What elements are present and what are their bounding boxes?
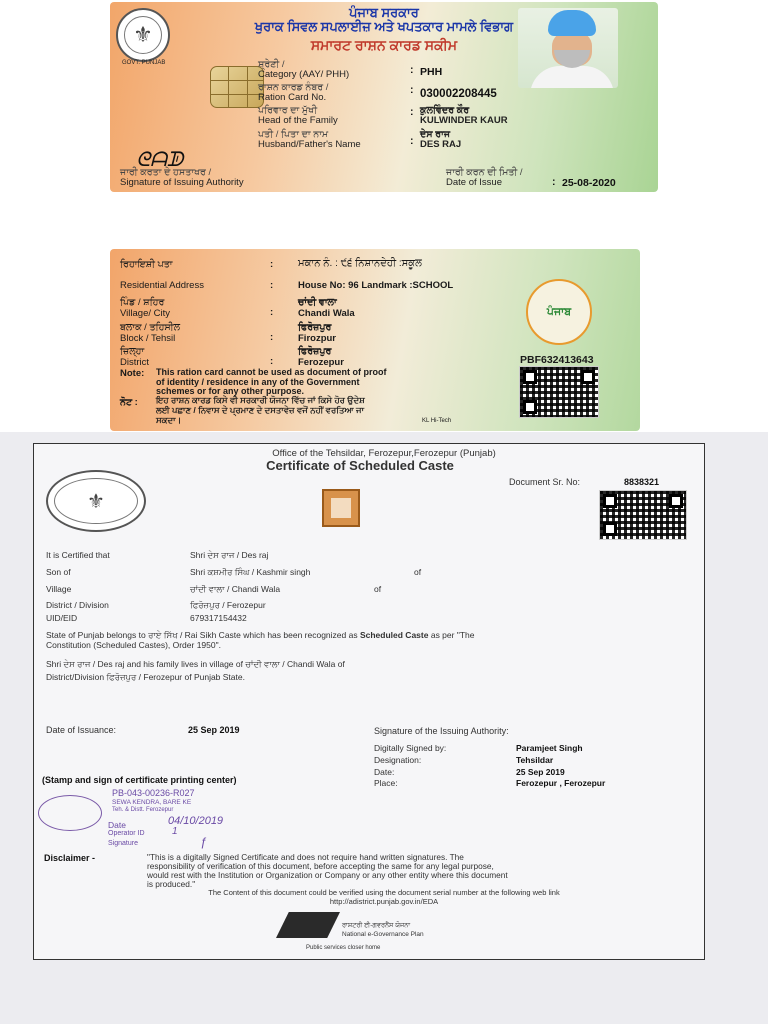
- designation-label: Designation:: [374, 755, 422, 765]
- signed-by-label: Digitally Signed by:: [374, 743, 447, 753]
- hand-date-value: 04/10/2019: [168, 815, 224, 827]
- issuance-label: Date of Issuance:: [46, 725, 117, 735]
- note-text-en: This ration card cannot be used as document of proof of identity / residence in any of the Government schemes or for any other purpose.: [156, 367, 387, 396]
- note-label-en: Note:: [120, 368, 145, 379]
- disclaimer-text: "This is a digitally Signed Certificate and does not require hand written signatures. The responsibility of verification of this document, before accepting the same for any legal purpose, would rest with the Institution or Organization or Company or any other entity where this document is produced.": [147, 852, 508, 889]
- issuing-authority-heading: Signature of the Issuing Authority:: [374, 726, 509, 736]
- cardholder-photo: [518, 8, 618, 88]
- colon: :: [270, 280, 274, 291]
- colon: :: [410, 106, 414, 118]
- center-address: Teh. & Distt. Ferozepur: [112, 807, 174, 813]
- date-label: Date:: [374, 767, 395, 777]
- village-value: ਚਾਂਦੀ ਵਾਲਾ Chandi Wala: [298, 297, 355, 319]
- district-value: ਫਿਰੋਜ਼ਪੁਰ Ferozepur: [298, 346, 344, 368]
- verify-link: http://adistrict.punjab.gov.in/EDA: [329, 897, 439, 906]
- sewa-kendra-round-stamp-icon: [38, 795, 102, 831]
- category-value: PHH: [420, 66, 443, 78]
- certificate-qr-code-icon: [599, 490, 687, 540]
- block-value: ਫਿਰੋਜ਼ਪੁਰ Firozpur: [298, 322, 336, 344]
- certificate-seal-icon: [322, 489, 360, 527]
- village-value: ਚਾਂਦੀ ਵਾਲਾ / Chandi Wala: [190, 584, 281, 594]
- address-label-en: Residential Address: [120, 280, 204, 291]
- colon: :: [270, 307, 274, 318]
- handwritten-signature-icon: ƒ: [200, 835, 207, 849]
- card-number-label: ਰਾਸ਼ਨ ਕਾਰਡ ਨੰਬਰ / Ration Card No.: [258, 82, 329, 103]
- category-label: ਸ਼੍ਰੇਣੀ / Category (AAY/ PHH): [258, 59, 350, 80]
- date-value: 25 Sep 2019: [516, 767, 565, 777]
- caste-paragraph-line2: Constitution (Scheduled Castes), Order 1950".: [46, 640, 221, 650]
- colon: :: [270, 259, 274, 270]
- emblem-caption: GOVT. PUNJAB: [122, 60, 166, 66]
- caste-paragraph: State of Punjab belongs to ਰਾਏ ਸਿੱਖ / Rai Sikh Caste which has been recognized as Scheduled Caste as per "The: [46, 630, 475, 640]
- hand-date-label: Date: [108, 820, 126, 830]
- of-word: of: [414, 567, 422, 577]
- certified-label: It is Certified that: [46, 550, 110, 560]
- negp-tagline: Public services closer home: [306, 945, 381, 951]
- doc-sr-label: Document Sr. No:: [509, 477, 581, 487]
- card-serial: PBF632413643: [520, 354, 594, 366]
- doc-sr-value: 8838321: [624, 477, 660, 487]
- uid-label: UID/EID: [46, 613, 78, 623]
- punjab-scheme-logo-icon: [526, 279, 592, 345]
- verify-text: The Content of this document could be verified using the document serial number at the following web link: [208, 888, 560, 897]
- certificate-title: Certificate of Scheduled Caste: [266, 458, 454, 473]
- note-text-pa: ਇਹ ਰਾਸ਼ਨ ਕਾਰਡ ਕਿਸੇ ਵੀ ਸਰਕਾਰੀ ਯੋਜਨਾ ਵਿੱਚ ਜਾਂ ਕਿਸੇ ਹੋਰ ਉਦੇਸ਼ ਲਈ ਪਛਾਣ / ਨਿਵਾਸ ਦੇ ਪ੍ਰਮਾਣ ਦੇ ਦਸਤਾਵੇਜ਼ ਵਜੋਂ ਨਹੀਂ ਵਰਤਿਆ ਜਾ ਸਕਦਾ।: [156, 395, 365, 425]
- head-of-family-label: ਪਰਿਵਾਰ ਦਾ ਮੁੱਖੀ Head of the Family: [258, 105, 338, 126]
- place-label: Place:: [374, 778, 398, 788]
- card-header-department: ਖੁਰਾਕ ਸਿਵਲ ਸਪਲਾਈਜ਼ ਅਤੇ ਖਪਤਕਾਰ ਮਾਮਲੇ ਵਿਭਾਗ: [254, 19, 514, 34]
- husband-name-label: ਪਤੀ / ਪਿਤਾ ਦਾ ਨਾਮ Husband/Father's Name: [258, 129, 361, 150]
- signature-label: Signature: [108, 840, 138, 847]
- residence-paragraph: Shri ਦੇਸ ਰਾਜ / Des raj and his family lives in village of ਚਾਂਦੀ ਵਾਲਾ / Chandi Wala of: [46, 659, 345, 669]
- colon: :: [270, 356, 274, 367]
- block-label: ਬਲਾਕ / ਤਹਿਸੀਲ Block / Tehsil: [120, 322, 181, 344]
- logo-text: ਪੰਜਾਬ: [546, 305, 572, 318]
- center-name: SEWA KENDRA, BARE KE: [112, 799, 192, 806]
- ration-card-back: [110, 249, 640, 431]
- issuance-value: 25 Sep 2019: [188, 725, 240, 735]
- colon: :: [270, 332, 274, 343]
- address-value-pa: ਮਕਾਨ ਨੰ. : ੯੬ ਨਿਸ਼ਾਨਦੇਹੀ :ਸਕੂਲ: [298, 258, 422, 269]
- ration-card-front: [110, 2, 658, 192]
- designation-value: Tehsildar: [516, 755, 554, 765]
- operator-label: Operator ID: [108, 830, 145, 837]
- colon: :: [410, 84, 414, 96]
- district-label: ਜ਼ਿਲ੍ਹਾ District: [120, 346, 150, 368]
- address-label-pa: ਰਿਹਾਇਸ਼ੀ ਪਤਾ: [120, 259, 173, 270]
- center-code: PB-043-00236-R027: [112, 788, 195, 798]
- place-value: Ferozepur , Ferozepur: [516, 778, 606, 788]
- head-of-family-value: ਕੁਲਵਿੰਦਰ ਕੌਰ KULWINDER KAUR: [420, 105, 508, 126]
- son-of-label: Son of: [46, 567, 71, 577]
- signature-label: ਜਾਰੀ ਕਰਤਾ ਦੇ ਹਸਤਾਖਰ / Signature of Issuing Authority: [120, 167, 244, 188]
- issuing-signature-image: ᘓᗩᗫ: [136, 147, 184, 171]
- note-label-pa: ਨੋਟ :: [120, 397, 138, 408]
- punjab-emblem-icon: ⚜: [116, 8, 170, 62]
- colon: :: [410, 135, 414, 147]
- district-label: District / Division: [46, 600, 109, 610]
- office-heading: Office of the Tehsildar, Ferozepur,Ferozepur (Punjab): [272, 448, 496, 459]
- of-word: of: [374, 584, 382, 594]
- operator-value: 1: [172, 826, 178, 837]
- colon: :: [552, 176, 556, 188]
- husband-name-value: ਦੇਸ ਰਾਜ DES RAJ: [420, 129, 462, 150]
- residence-paragraph-line2: District/Division ਫਿਰੋਜ਼ਪੁਰ / Ferozepur of Punjab State.: [46, 672, 245, 682]
- negp-name-en: National e-Governance Plan: [342, 931, 424, 938]
- card-header-scheme: ਸਮਾਰਟ ਰਾਸ਼ਨ ਕਾਰਡ ਸਕੀਮ: [310, 37, 458, 53]
- uid-value: 679317154432: [190, 613, 247, 623]
- village-label: ਪਿੰਡ / ਸ਼ਹਿਰ Village/ City: [120, 297, 170, 319]
- issue-date-label: ਜਾਰੀ ਕਰਨ ਦੀ ਮਿਤੀ / Date of Issue: [446, 167, 523, 188]
- card-number-value: 030002208445: [420, 88, 497, 100]
- issue-date-value: 25-08-2020: [562, 177, 616, 189]
- address-value-en: House No: 96 Landmark :SCHOOL: [298, 280, 454, 291]
- smart-chip-icon: [210, 66, 264, 108]
- village-label: Village: [46, 584, 72, 594]
- stamp-center-label: (Stamp and sign of certificate printing center): [42, 775, 237, 785]
- colon: :: [410, 64, 414, 76]
- district-value: ਫਿਰੋਜ਼ਪੁਰ / Ferozepur: [190, 600, 266, 610]
- card-header-state: ਪੰਜਾਬ ਸਰਕਾਰ: [349, 5, 419, 20]
- negp-name-pa: ਰਾਸ਼ਟਰੀ ਈ-ਗਵਰਨੈਂਸ ਯੋਜਨਾ: [342, 922, 411, 929]
- son-of-value: Shri ਕਸ਼ਮੀਰ ਸਿੰਘ / Kashmir singh: [190, 567, 311, 577]
- govt-punjab-emblem-icon: ⚜: [46, 470, 146, 532]
- card-qr-code-icon: [519, 366, 599, 418]
- disclaimer-label: Disclaimer -: [44, 853, 96, 863]
- certified-value: Shri ਦੇਸ ਰਾਜ / Des raj: [190, 550, 269, 560]
- printer-credit: KL Hi-Tech: [422, 418, 452, 424]
- signed-by-value: Paramjeet Singh: [516, 743, 583, 753]
